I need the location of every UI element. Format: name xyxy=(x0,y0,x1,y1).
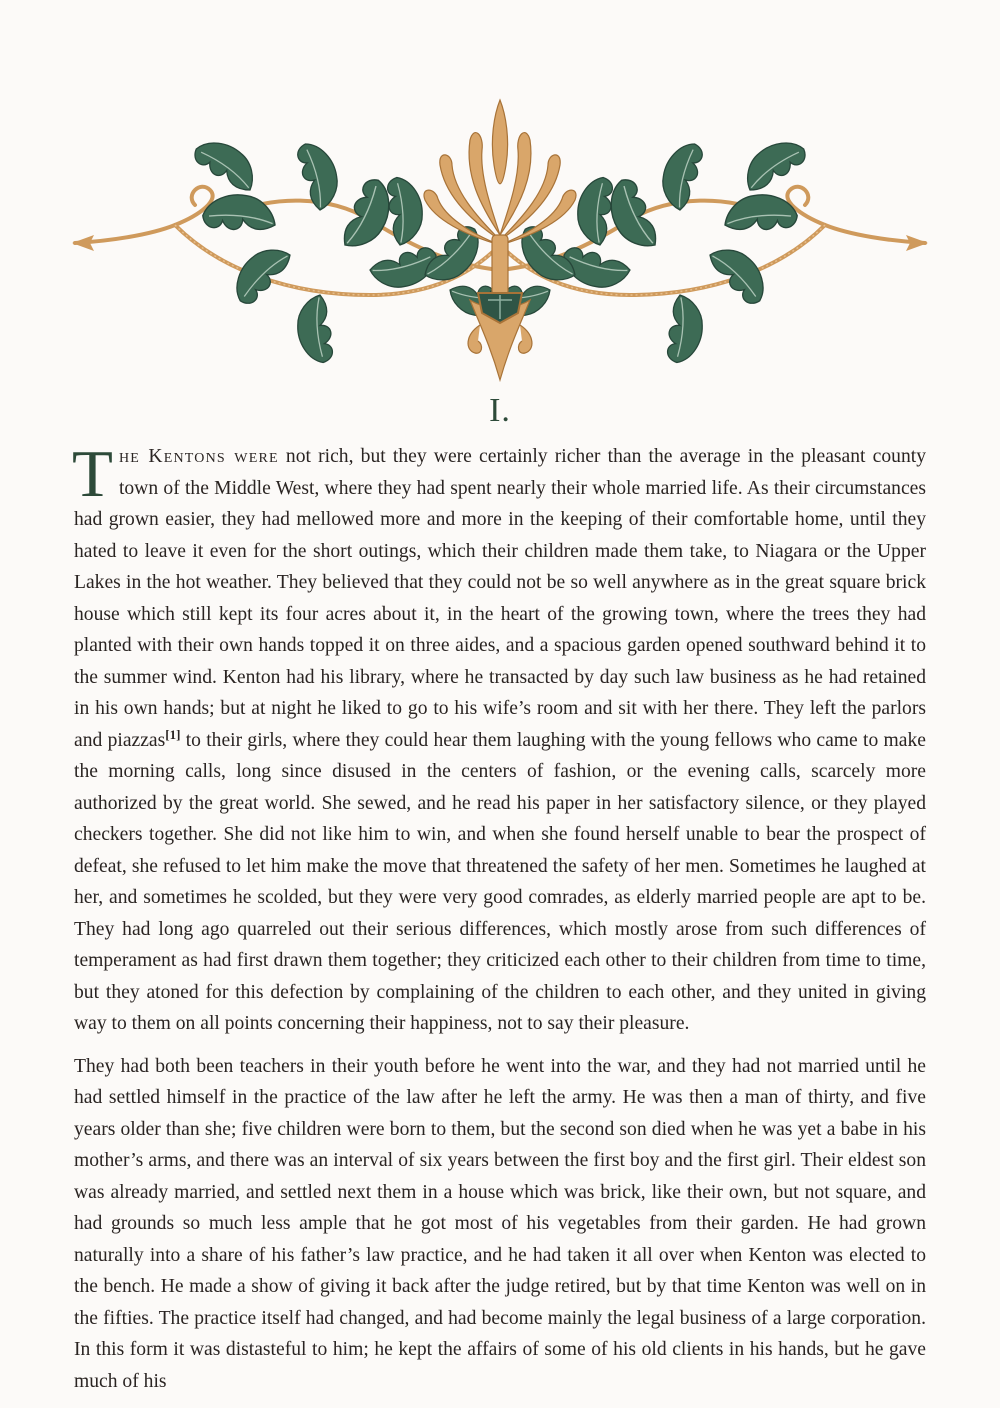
floral-scroll-ornament-icon xyxy=(70,95,930,390)
opening-small-caps: he Kentons were xyxy=(118,446,279,467)
chapter-body xyxy=(72,437,926,1408)
paragraph-1-text-before-footnote: not rich, but they were certainly richer than the average in the pleasant county town of the Middle West, where they had spent nearly their whole married life. As their circumstances had grown easier, they had mellowed more and more in the keeping of their comfortable home, until they hated to leave it even for the short outings, which their children made them take, to Niagara or the Upper Lakes in the hot weather. They believed that they could not be so well anywhere as in the great square brick house which still kept its four acres about it, in the heart of the growing town, where the trees they had planted with their own hands topped it on three aides, and a spacious garden opened southward behind it to the summer wind. Kenton had his library, where he transacted by day such law business as he had retained in his own hands; but at night he liked to go to his wife’s room and sit with her there. They left the parlors and piazzas xyxy=(74,446,926,751)
footnote-reference-link[interactable]: [1] xyxy=(165,726,181,742)
paragraph-1 xyxy=(72,437,926,1040)
drop-cap: T xyxy=(72,437,113,511)
chapter-heading: I. xyxy=(489,392,511,429)
paragraph-1-text-after-footnote: to their girls, where they could hear them laughing with the young fellows who came to make the morning calls, long since disused in the centers of fashion, or the evening calls, scarcely more authorized by the great world. She sewed, and he read his paper in her satisfactory silence, or they played checkers together. She did not like him to win, and when she found herself unable to bear the prospect of defeat, she refused to let him make the move that threatened the safety of her men. Sometimes he laughed at her, and sometimes he scolded, but they were very good comrades, as elderly married people are apt to be. They had long ago quarreled out their serious differences, which mostly arose from such differences of temperament as had first drawn them together; they criticized each other to their children from time to time, but they atoned for this defection by complaining of the children to each other, and they united in giving way to them on all points concerning their happiness, not to say their pleasure. xyxy=(74,729,926,1034)
paragraph-2: They had both been teachers in their youth before he went into the war, and they had not married until he had settled himself in the practice of the law after he left the army. He was then a man of thirty, and five years older than she; five children were born to them, but the second son died when he was yet a babe in his mother’s arms, and there was an interval of six years between the first boy and the first girl. Their eldest son was already married, and settled next them in a house which was brick, like their own, but not square, and had grounds so much less ample that he got most of his vegetables from their garden. He had grown naturally into a share of his father’s law practice, and he had taken it all over when Kenton was elected to the bench. He made a show of giving it back after the judge retired, but by that time Kenton was well on in the fifties. The practice itself had changed, and had become mainly the legal business of a large corporation. In this form it was distasteful to him; he kept the affairs of some of his old clients in his hands, but he gave much of his xyxy=(74,1055,926,1392)
